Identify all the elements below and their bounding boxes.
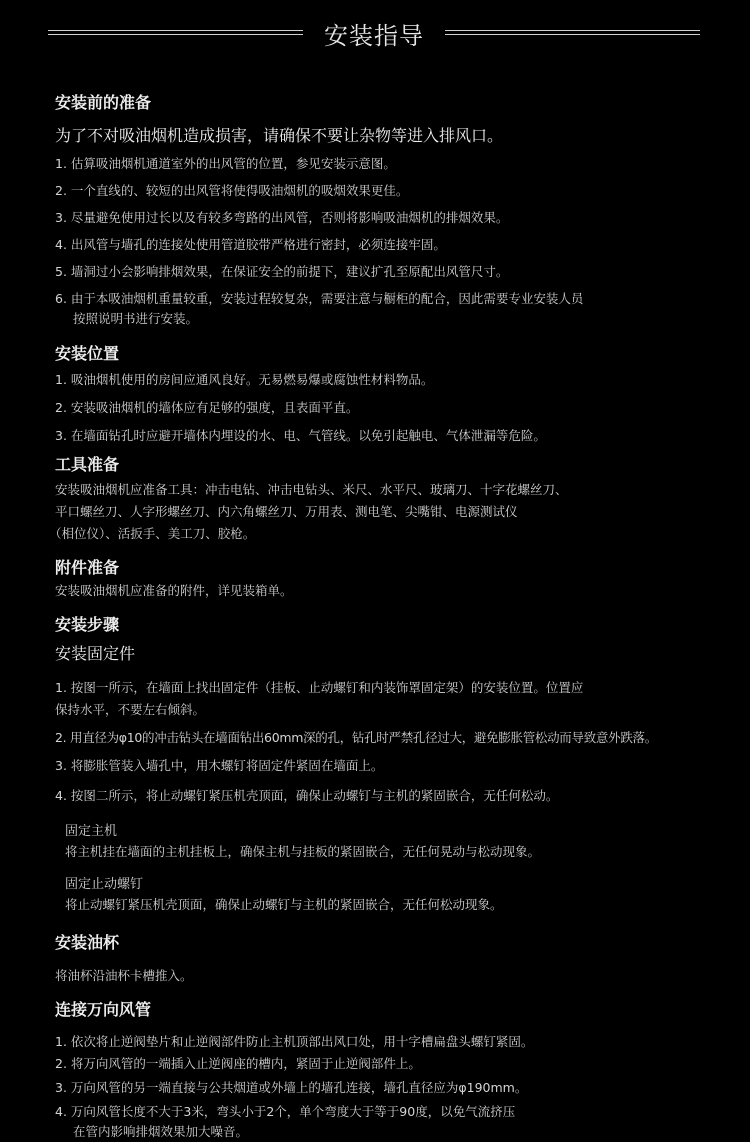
fix-main-block [55, 820, 725, 863]
steps-subheading: 安装固定件 [55, 644, 136, 663]
steps-list [55, 678, 725, 806]
list-item: 6. 由于本吸油烟机重量较重，安装过程较复杂，需要注意与橱柜的配合，因此需要专业安装人员 [55, 291, 584, 306]
page-title: 安装指导 [324, 22, 424, 50]
prep-lead: 为了不对吸油烟机造成损害，请确保不要让杂物等进入排风口。 [55, 126, 504, 145]
list-item: 1. 按图一所示，在墙面上找出固定件（挂板、止动螺钉和内装饰罩固定架）的安装位置。位置应 [55, 680, 584, 695]
list-item-continuation: 按照说明书进行安装。 [73, 311, 199, 326]
list-item: 3. 将膨胀管装入墙孔中，用木螺钉将固定件紧固在墙面上。 [55, 758, 384, 773]
steps-heading: 安装步骤 [55, 615, 120, 634]
position-list [55, 370, 725, 446]
tools-heading: 工具准备 [55, 455, 120, 474]
oilcup-text: 将油杯沿油杯卡槽推入。 [55, 968, 193, 983]
oilcup-heading: 安装油杯 [55, 933, 120, 952]
duct-list [55, 1032, 725, 1142]
tools-line: （相位仪）、活扳手、美工刀、胶枪。 [49, 526, 256, 541]
list-item: 4. 按图二所示，将止动螺钉紧压机壳顶面，确保止动螺钉与主机的紧固嵌合，无任何松动。 [55, 788, 559, 803]
accessories-heading: 附件准备 [55, 558, 120, 577]
list-item-continuation: 在管内影响排烟效果加大噪音。 [73, 1124, 249, 1139]
list-item: 1. 吸油烟机使用的房间应通风良好。无易燃易爆或腐蚀性材料物品。 [55, 372, 434, 387]
fix-main-title: 固定主机 [65, 824, 118, 839]
title-rule-right [445, 30, 700, 35]
list-item: 3. 在墙面钻孔时应避开墙体内埋设的水、电、气管线。以免引起触电、气体泄漏等危险。 [55, 428, 546, 443]
list-item: 4. 万向风管长度不大于3米，弯头小于2个，单个弯度大于等于90度，以免气流挤压 [55, 1104, 516, 1119]
list-item: 2. 安装吸油烟机的墙体应有足够的强度，且表面平直。 [55, 400, 359, 415]
fix-screw-title: 固定止动螺钉 [65, 877, 144, 892]
accessories-text: 安装吸油烟机应准备的附件，详见装箱单。 [55, 583, 293, 598]
tools-line: 平口螺丝刀、人字形螺丝刀、内六角螺丝刀、万用表、测电笔、尖嘴钳、电源测试仪 [55, 504, 518, 519]
prep-heading: 安装前的准备 [55, 93, 152, 112]
list-item: 1. 依次将止逆阀垫片和止逆阀部件防止主机顶部出风口处，用十字槽扁盘头螺钉紧固。 [55, 1034, 534, 1049]
list-item: 2. 用直径为φ10的冲击钻头在墙面钻出60mm深的孔，钻孔时严禁孔径过大，避免膨胀管松动而导致意外跌落。 [55, 730, 657, 745]
fix-screw-block [55, 873, 725, 916]
list-item: 2. 一个直线的、较短的出风管将使得吸油烟机的吸烟效果更佳。 [55, 183, 409, 198]
title-rule-left [48, 30, 303, 35]
list-item: 4. 出风管与墙孔的连接处使用管道胶带严格进行密封，必须连接牢固。 [55, 237, 446, 252]
tools-line: 安装吸油烟机应准备工具：冲击电钻、冲击电钻头、米尺、水平尺、玻璃刀、十字花螺丝刀、 [55, 482, 568, 497]
prep-list [55, 154, 725, 329]
fix-main-text: 将主机挂在墙面的主机挂板上，确保主机与挂板的紧固嵌合，无任何晃动与松动现象。 [65, 844, 541, 859]
title-bar [0, 0, 750, 62]
list-item: 3. 万向风管的另一端直接与公共烟道或外墙上的墙孔连接，墙孔直径应为φ190mm。 [55, 1080, 528, 1095]
list-item: 2. 将万向风管的一端插入止逆阀座的槽内，紧固于止逆阀部件上。 [55, 1056, 421, 1071]
list-item: 3. 尽量避免使用过长以及有较多弯路的出风管，否则将影响吸油烟机的排烟效果。 [55, 210, 509, 225]
list-item: 5. 墙洞过小会影响排烟效果，在保证安全的前提下，建议扩孔至原配出风管尺寸。 [55, 264, 509, 279]
content [49, 90, 725, 1142]
list-item-continuation: 保持水平，不要左右倾斜。 [55, 702, 206, 717]
duct-heading: 连接万向风管 [55, 1000, 152, 1019]
fix-screw-text: 将止动螺钉紧压机壳顶面，确保止动螺钉与主机的紧固嵌合，无任何松动现象。 [65, 897, 503, 912]
position-heading: 安装位置 [55, 344, 120, 363]
list-item: 1. 估算吸油烟机通道室外的出风管的位置，参见安装示意图。 [55, 156, 396, 171]
tools-text [49, 479, 725, 545]
